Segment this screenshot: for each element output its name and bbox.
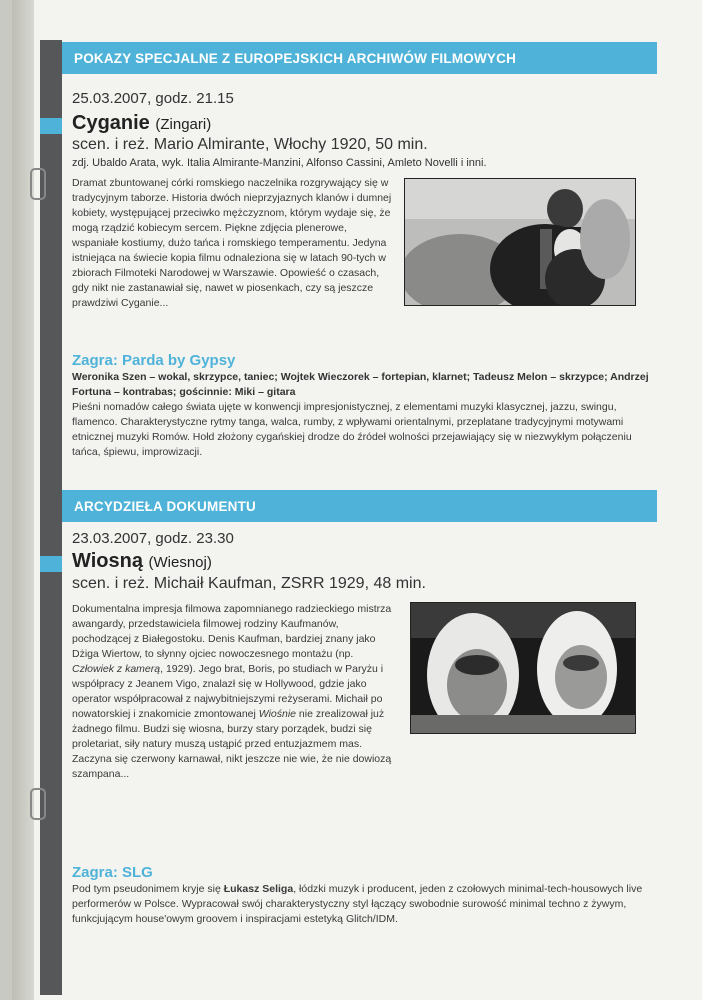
performance-description-2 [72, 882, 652, 927]
staple-bottom [30, 788, 46, 820]
film-still-cyganie [404, 178, 636, 306]
desc-part-3: nie zrealizował już żadnego filmu. Budzi się wiosna, burzy stary porządek, budzi się proletariat, siły natury muszą ustąpić przed entuzjazmem mas. Zaczyna się czerwony karnawał, nikt jeszcze nie wie, że nie dowiozą szampana... [72, 708, 392, 780]
title-marker-2 [40, 556, 62, 572]
performance-heading-1: Zagra: Parda by Gypsy [72, 352, 236, 369]
title-marker-1 [40, 118, 62, 134]
original-title: (Wiesnoj) [148, 554, 212, 571]
performance-heading-2: Zagra: SLG [72, 864, 153, 881]
film-credits-2: scen. i reż. Michaił Kaufman, ZSRR 1929, 48 min. [72, 575, 426, 592]
perf-part-1: Pod tym pseudonimem kryje się [72, 883, 224, 895]
film-crew-1: zdj. Ubaldo Arata, wyk. Italia Almirante-Manzini, Alfonso Cassini, Amleto Novelli i inni. [72, 157, 487, 169]
performance-description-1 [72, 400, 652, 460]
film-title-text: Wiosną [72, 550, 143, 572]
description-text [72, 602, 392, 782]
section-band-archives: POKAZY SPECJALNE Z EUROPEJSKICH ARCHIWÓW FILMOWYCH [62, 42, 657, 74]
artist-name: Łukasz Seliga [223, 883, 294, 895]
staple-top [30, 168, 46, 200]
film-still-wiosna [410, 602, 636, 734]
performance-text: Pieśni nomadów całego świata ujęte w konwencji impresjonistycznej, z elementami muzyki klasycznej, jazzu, swingu, flamenco. Charakterystyczne rytmy tanga, walca, rumby, z wpływami orientalnymi, przeplatane tradycyjnymi motywami etnicznej muzyki Romów. Hołd złożony cygańskiej drodze do źródeł wolności przejawiający się w niezwykłym połączeniu tańca, śpiewu, improwizacji. [72, 401, 632, 458]
film-description-1 [72, 176, 392, 311]
description-text: Dramat zbuntowanej córki romskiego naczelnika rozgrywający się w tradycyjnym taborze. Historia dwóch nieprzyjaznych klanów i dumnej kobiety, występującej przeciwko mężczyznom, którym wydaje się, że mogą rządzić kobiecym sercem. Piękne zdjęcia plenerowe, wspaniałe kostiumy, dużo tańca i romskiego temperamentu. Jedyna istniejąca na świecie kopia filmu odnaleziona się w latach 90-tych w zbiorach Filmoteki Narodowej w Warszawie. Opowieść o czasach, gdy nikt nie zastanawiał się, nawet w piosenkach, czy są jeszcze prawdziwi Cyganie... [72, 177, 392, 309]
film-reference-italic-2: Wiośnie [258, 708, 297, 720]
film-description-2 [72, 602, 392, 782]
left-page-edge [0, 0, 12, 1000]
section-band-documentary: ARCYDZIEŁA DOKUMENTU [62, 490, 657, 522]
screening-date-1: 25.03.2007, godz. 21.15 [72, 90, 234, 107]
original-title: (Zingari) [155, 116, 212, 133]
binding-gutter [12, 0, 34, 1000]
film-title-text: Cyganie [72, 112, 150, 134]
perf-part-2: , łódzki muzyk i producent, jeden z czołowych minimal-tech-housowych live performerów w Polsce. Wypracował swój charakterystyczny styl łączący swobodnie surowość minimal techno z żywym, funkcjującym house'owym groovem i inspiracjami estetyką Glitch/IDM. [72, 883, 643, 925]
film-title-2 [72, 550, 212, 573]
performance-text [72, 882, 652, 927]
desc-part-1: Dokumentalna impresja filmowa zapomnianego radzieckiego mistrza awangardy, przedstawiciela filmowej rodziny Kaufmanów, pochodzącej z Białegostoku. Denis Kaufman, bardziej znany jako Dżiga Wiertow, to słynny ojciec nowoczesnego montażu (np. [72, 603, 392, 660]
film-title-1 [72, 112, 211, 135]
performers-list-1: Weronika Szen – wokal, skrzypce, taniec; Wojtek Wieczorek – fortepian, klarnet; Tadeusz Melon – skrzypce; Andrzej Fortuna – kontrabas; gościnnie: Miki – gitara [72, 371, 649, 398]
film-reference-italic: Człowiek z kamerą [72, 663, 161, 675]
screening-date-2: 23.03.2007, godz. 23.30 [72, 530, 234, 547]
film-credits-1: scen. i reż. Mario Almirante, Włochy 1920, 50 min. [72, 136, 428, 153]
desc-part-2: , 1929). Jego brat, Boris, po studiach w Paryżu i współpracy z Jeanem Vigo, znalazł się w Hollywood, gdzie jako operator współpracował z najwybitniejszymi reżyserami. Michaił po nowatorskiej i znakomicie zmontowanej [72, 663, 384, 720]
